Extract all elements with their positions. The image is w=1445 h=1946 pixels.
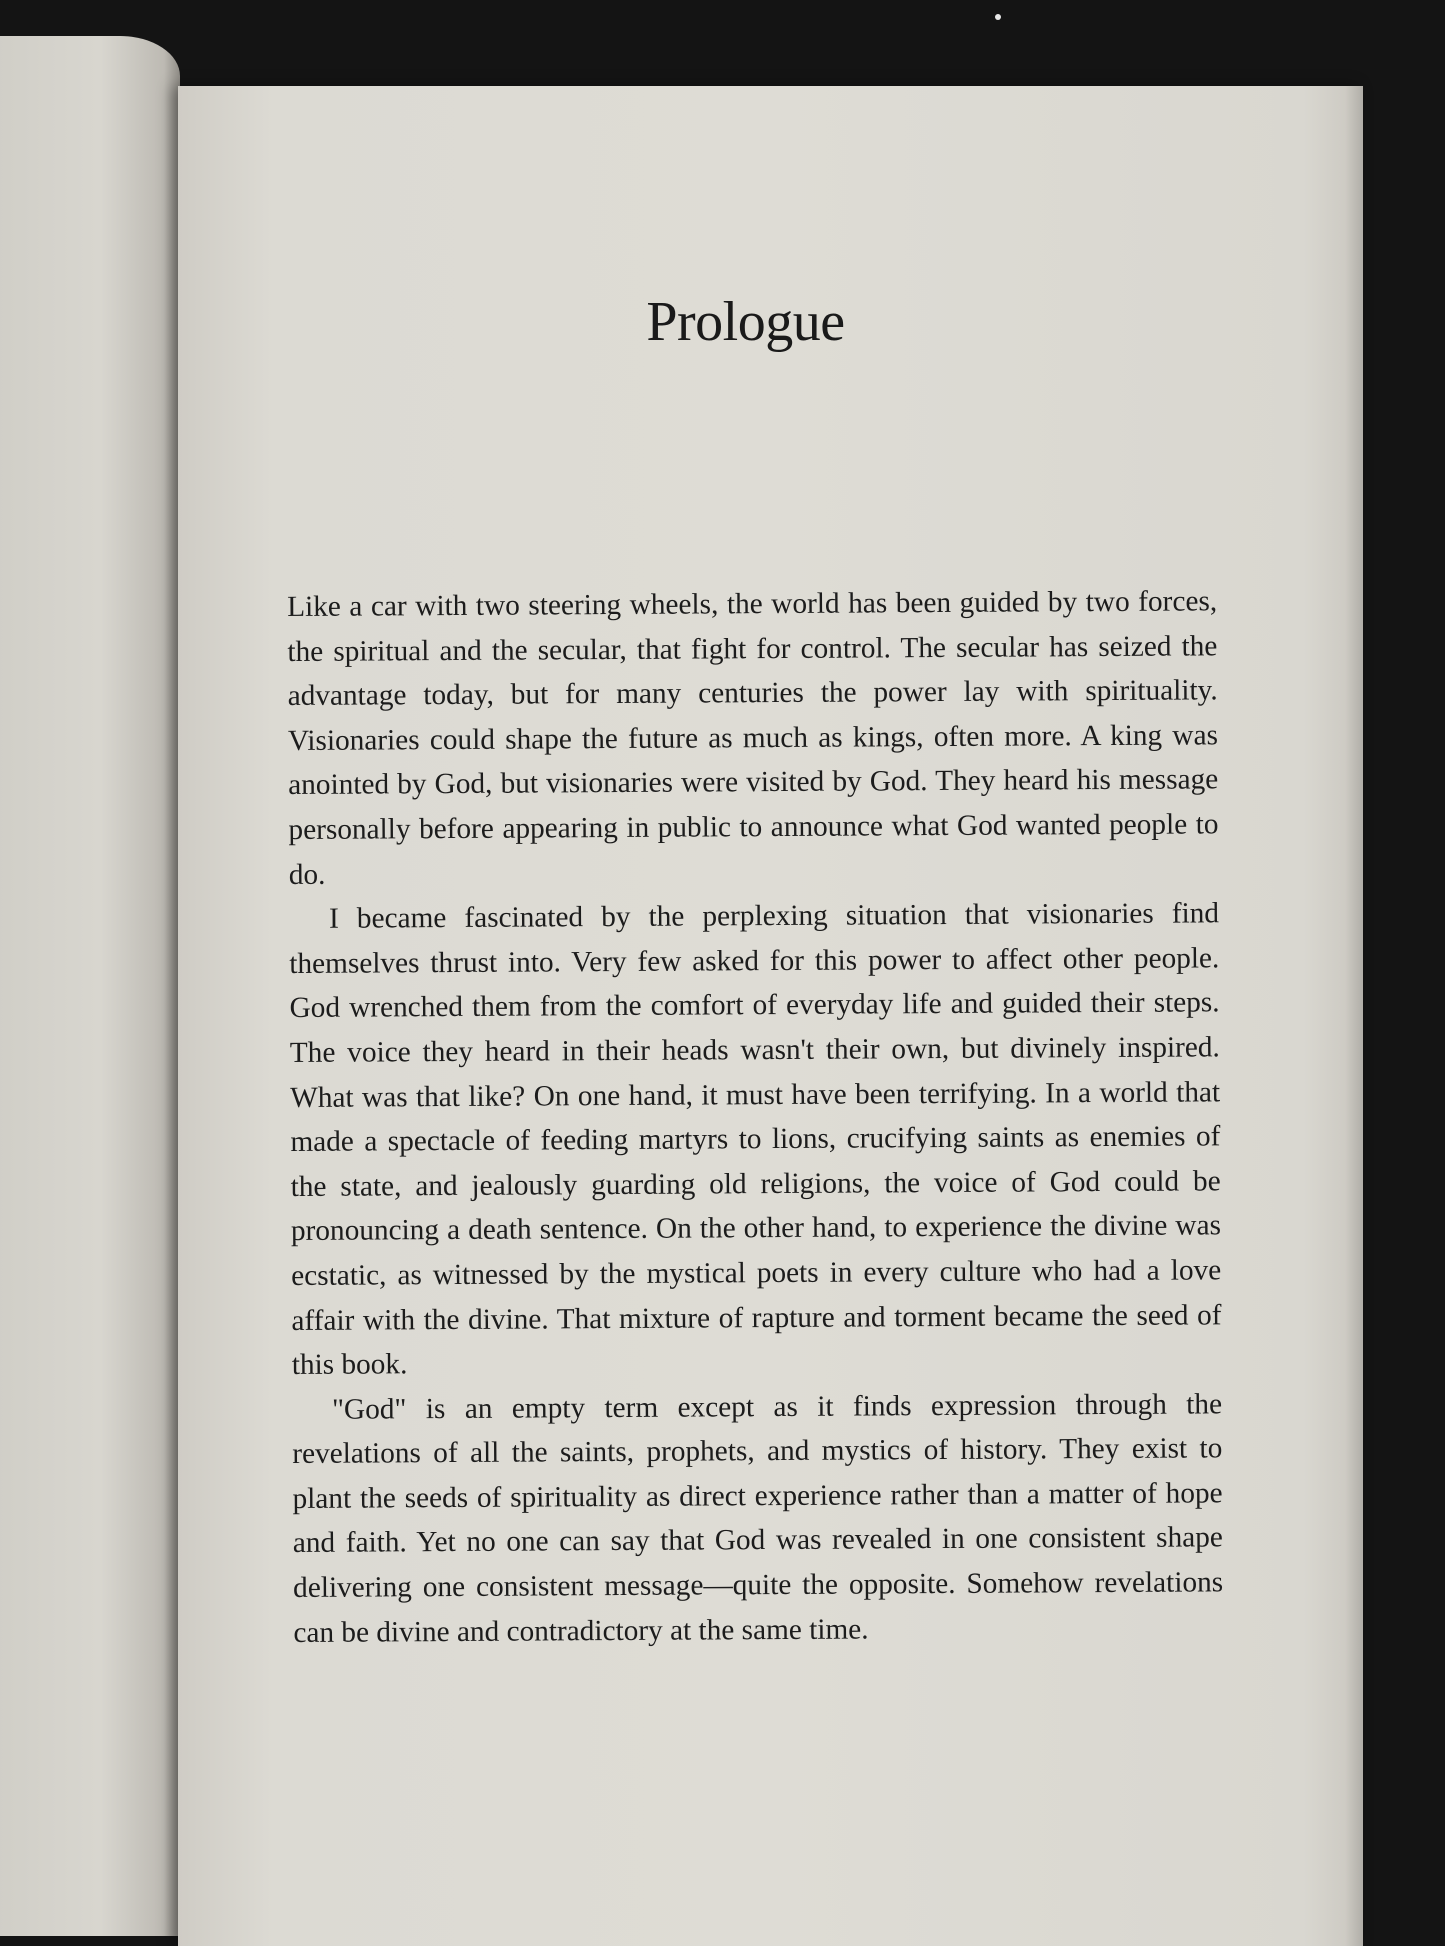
paragraph-1: Like a car with two steering wheels, the world has been guided by two forces, the spiritual and the secular, that fight for control. The secular has seized the advantage today, but for many centuries the power lay with spirituality. Visionaries could shape the future as much as kings, often more. A king was anointed by God, but visionaries were visited by God. They heard his message personally before appearing in public to announce what God wanted people to do. bbox=[287, 585, 1219, 891]
paragraph-3: "God" is an empty term except as it finds expression through the revelations of all the saints, prophets, and mystics of history. They exist to plant the seeds of spirituality as direct experience rather than a matter of hope and faith. Yet no one can say that God was revealed in one consistent shape delivering one consistent message—quite the opposite. Somehow revelations can be divine and contradictory at the same time. bbox=[292, 1387, 1224, 1649]
background-speck bbox=[995, 14, 1001, 20]
page-title: Prologue bbox=[646, 291, 845, 353]
body-text bbox=[287, 579, 1224, 1655]
paragraph-2: I became fascinated by the perplexing situation that visionaries find themselves thrust into. Very few asked for this power to affect other people. God wrenched them from the comfort of everyday life and guided their steps. The voice they heard in their heads wasn't their own, but divinely inspired. What was that like? On one hand, it must have been terrifying. In a world that made a spectacle of feeding martyrs to lions, crucifying saints as enemies of the state, and jealously guarding old religions, the voice of God could be pronouncing a death sentence. On the other hand, to experience the divine was ecstatic, as witnessed by the mystical poets in every culture who had a love affair with the divine. That mixture of rapture and torment became the seed of this book. bbox=[289, 897, 1222, 1382]
page-edge-shadow bbox=[1345, 86, 1363, 1946]
left-page bbox=[0, 36, 180, 1936]
